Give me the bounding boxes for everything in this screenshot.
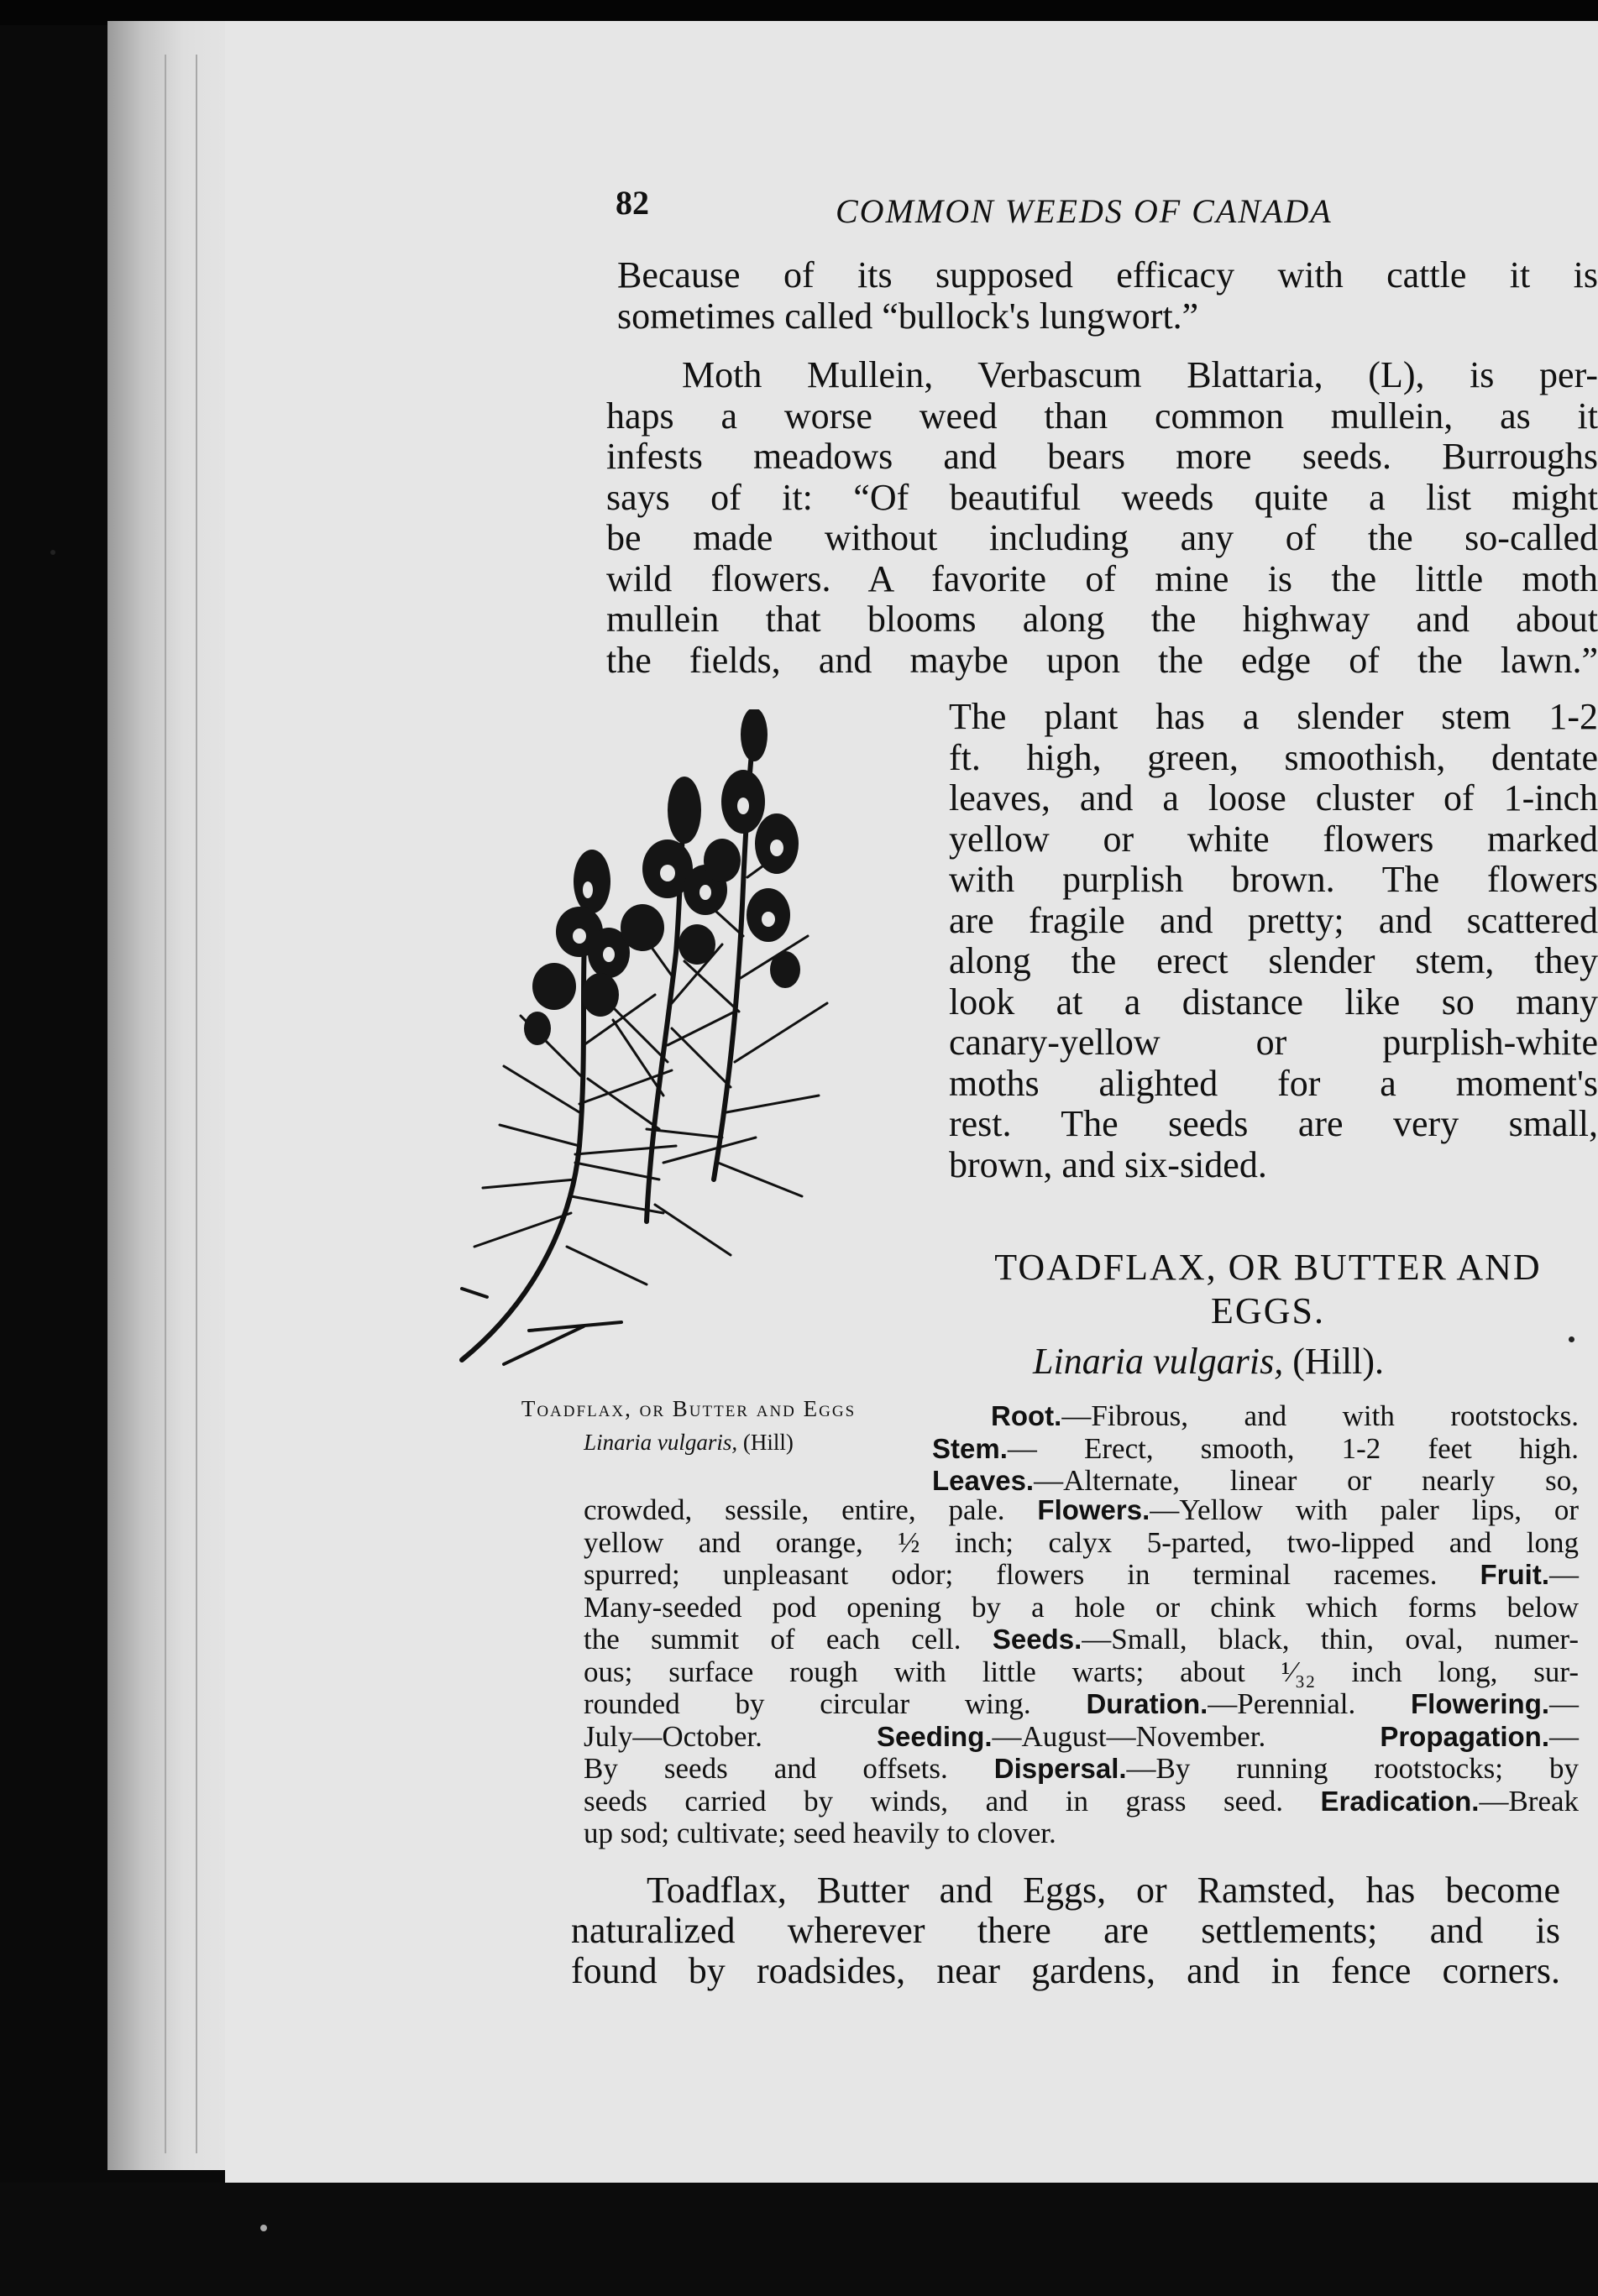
- field-text: —Alternate, linear or nearly so,: [1034, 1464, 1579, 1497]
- section-title-line: EGGS.: [1211, 1290, 1325, 1331]
- text-line: naturalized wherever there are settlements; and is: [571, 1910, 1560, 1951]
- field-label: Stem.: [932, 1432, 1008, 1464]
- text-line: canary-yellow or purplish-white: [949, 1022, 1598, 1063]
- field-text: spurred; unpleasant odor; flowers in terminal racemes.: [584, 1558, 1438, 1591]
- text-line: leaves, and a loose cluster of 1-inch: [949, 777, 1598, 819]
- text-line: yellow and orange, ½ inch; calyx 5-parted, two-lipped and long: [584, 1525, 1579, 1559]
- text-line: [584, 1688, 1579, 1721]
- text-line: haps a worse weed than common mullein, as it: [606, 395, 1598, 437]
- text-line: [932, 1400, 1579, 1433]
- field-text: —: [1549, 1687, 1580, 1720]
- text-line: The plant has a slender stem 1-2: [949, 696, 1598, 737]
- field-text: —Small, black, thin, oval, numer-: [1082, 1623, 1580, 1655]
- toadflax-illustration: [453, 709, 924, 1373]
- field-label: Seeds.: [992, 1624, 1082, 1655]
- field-label: Dispersal.: [993, 1753, 1127, 1784]
- field-label: Eradication.: [1320, 1785, 1480, 1817]
- field-text: the summit of each cell.: [584, 1623, 961, 1655]
- text-line: yellow or white flowers marked: [949, 818, 1598, 860]
- field-text: —By running rootstocks; by: [1126, 1752, 1580, 1785]
- field-label: Flowers.: [1037, 1494, 1150, 1525]
- scan-speck: [50, 550, 55, 555]
- plant-description-paragraph: [949, 697, 1598, 1185]
- text-line: found by roadsides, near gardens, and in fence corners.: [571, 1950, 1560, 1991]
- field-label: Root.: [991, 1400, 1062, 1431]
- text-line: says of it: “Of beautiful weeds quite a list might: [606, 476, 1598, 518]
- text-line: [584, 1786, 1579, 1818]
- caption-name: [453, 1425, 924, 1459]
- botanical-description-top: [932, 1400, 1579, 1498]
- text-line: wild flowers. A favorite of mine is the little moth: [606, 557, 1598, 599]
- field-text: By seeds and offsets.: [584, 1752, 948, 1785]
- text-line: Because of its supposed efficacy with cattle it is: [617, 254, 1598, 295]
- text-line: [932, 1465, 1579, 1498]
- field-text: —Break: [1479, 1784, 1580, 1817]
- text-line: [932, 1433, 1579, 1466]
- scientific-authority: (Hill).: [1292, 1341, 1385, 1382]
- field-text: —: [1549, 1558, 1579, 1591]
- field-text: —: [1549, 1719, 1579, 1753]
- text-line: [584, 1559, 1579, 1592]
- closing-paragraph: [571, 1870, 1560, 1991]
- text-line: moths alighted for a moment's: [949, 1062, 1598, 1104]
- page-number: 82: [616, 184, 649, 222]
- field-label: Propagation.: [1380, 1720, 1549, 1752]
- field-label: Seeding.: [877, 1720, 993, 1752]
- text-line: [584, 1624, 1579, 1656]
- caption-authority: (Hill): [742, 1430, 794, 1455]
- spine-crease: [196, 55, 197, 2153]
- text-line: the fields, and maybe upon the edge of the lawn.”: [606, 639, 1598, 681]
- field-text: rounded by circular wing.: [584, 1687, 1031, 1720]
- text-line: Many-seeded pod opening by a hole or chink which forms below: [584, 1590, 1579, 1624]
- spine-crease: [165, 55, 166, 2153]
- text-line: ous; surface rough with little warts; about ¹⁄₃₂ inch long, sur-: [584, 1655, 1579, 1688]
- text-line: [584, 1494, 1579, 1527]
- caption-scientific-name: Linaria vulgaris,: [584, 1430, 738, 1455]
- field-text: crowded, sessile, entire, pale.: [584, 1493, 1005, 1526]
- text-line: mullein that blooms along the highway and about: [606, 599, 1598, 640]
- field-text: —Fibrous, and with rootstocks.: [1061, 1399, 1579, 1432]
- text-line: along the erect slender stem, they: [949, 940, 1598, 981]
- field-label: Flowering.: [1411, 1688, 1550, 1719]
- scan-speck: [260, 2225, 267, 2231]
- text-line: [584, 1753, 1579, 1786]
- field-label: Leaves.: [932, 1465, 1035, 1496]
- caption-title: Toadflax, or Butter and Eggs: [521, 1396, 857, 1421]
- field-text: seeds carried by winds, and in grass seed.: [584, 1784, 1283, 1817]
- botanical-description: [584, 1494, 1579, 1850]
- text-line: be made without including any of the so-called: [606, 517, 1598, 558]
- text-line: up sod; cultivate; seed heavily to clover.: [584, 1817, 1056, 1849]
- text-line: Moth Mullein, Verbascum Blattaria, (L), is per-: [682, 354, 1598, 395]
- text-line: infests meadows and bears more seeds. Burroughs: [606, 436, 1598, 477]
- scientific-name-text: Linaria vulgaris,: [1033, 1341, 1284, 1382]
- field-text: —August—November.: [992, 1719, 1266, 1753]
- scan-bottom-border: [0, 2183, 1598, 2296]
- field-label: Fruit.: [1480, 1559, 1549, 1590]
- intro-paragraph: [617, 255, 1598, 337]
- moth-mullein-paragraph: [606, 355, 1598, 681]
- section-title-line: TOADFLAX, OR BUTTER AND: [994, 1247, 1542, 1288]
- running-head: COMMON WEEDS OF CANADA: [836, 192, 1333, 230]
- text-line: [584, 1721, 1579, 1754]
- section-title: [932, 1246, 1598, 1333]
- field-text: —Perennial.: [1208, 1687, 1356, 1720]
- scientific-name: [1033, 1340, 1384, 1383]
- field-text: —Yellow with paler lips, or: [1150, 1493, 1579, 1526]
- field-text: July—October.: [584, 1719, 762, 1753]
- text-line: Toadflax, Butter and Eggs, or Ramsted, has become: [647, 1870, 1560, 1911]
- text-line: look at a distance like so many: [949, 981, 1598, 1022]
- field-label: Duration.: [1086, 1688, 1208, 1719]
- text-line: are fragile and pretty; and scattered: [949, 899, 1598, 941]
- text-line: ft. high, green, smoothish, dentate: [949, 736, 1598, 778]
- text-line: brown, and six-sided.: [949, 1143, 1267, 1185]
- scan-speck: [1569, 1336, 1574, 1342]
- text-line: sometimes called “bullock's lungwort.”: [617, 295, 1199, 337]
- field-text: — Erect, smooth, 1-2 feet high.: [1007, 1431, 1579, 1465]
- text-line: with purplish brown. The flowers: [949, 859, 1598, 900]
- figure-caption: [453, 1392, 924, 1459]
- text-line: rest. The seeds are very small,: [949, 1103, 1598, 1144]
